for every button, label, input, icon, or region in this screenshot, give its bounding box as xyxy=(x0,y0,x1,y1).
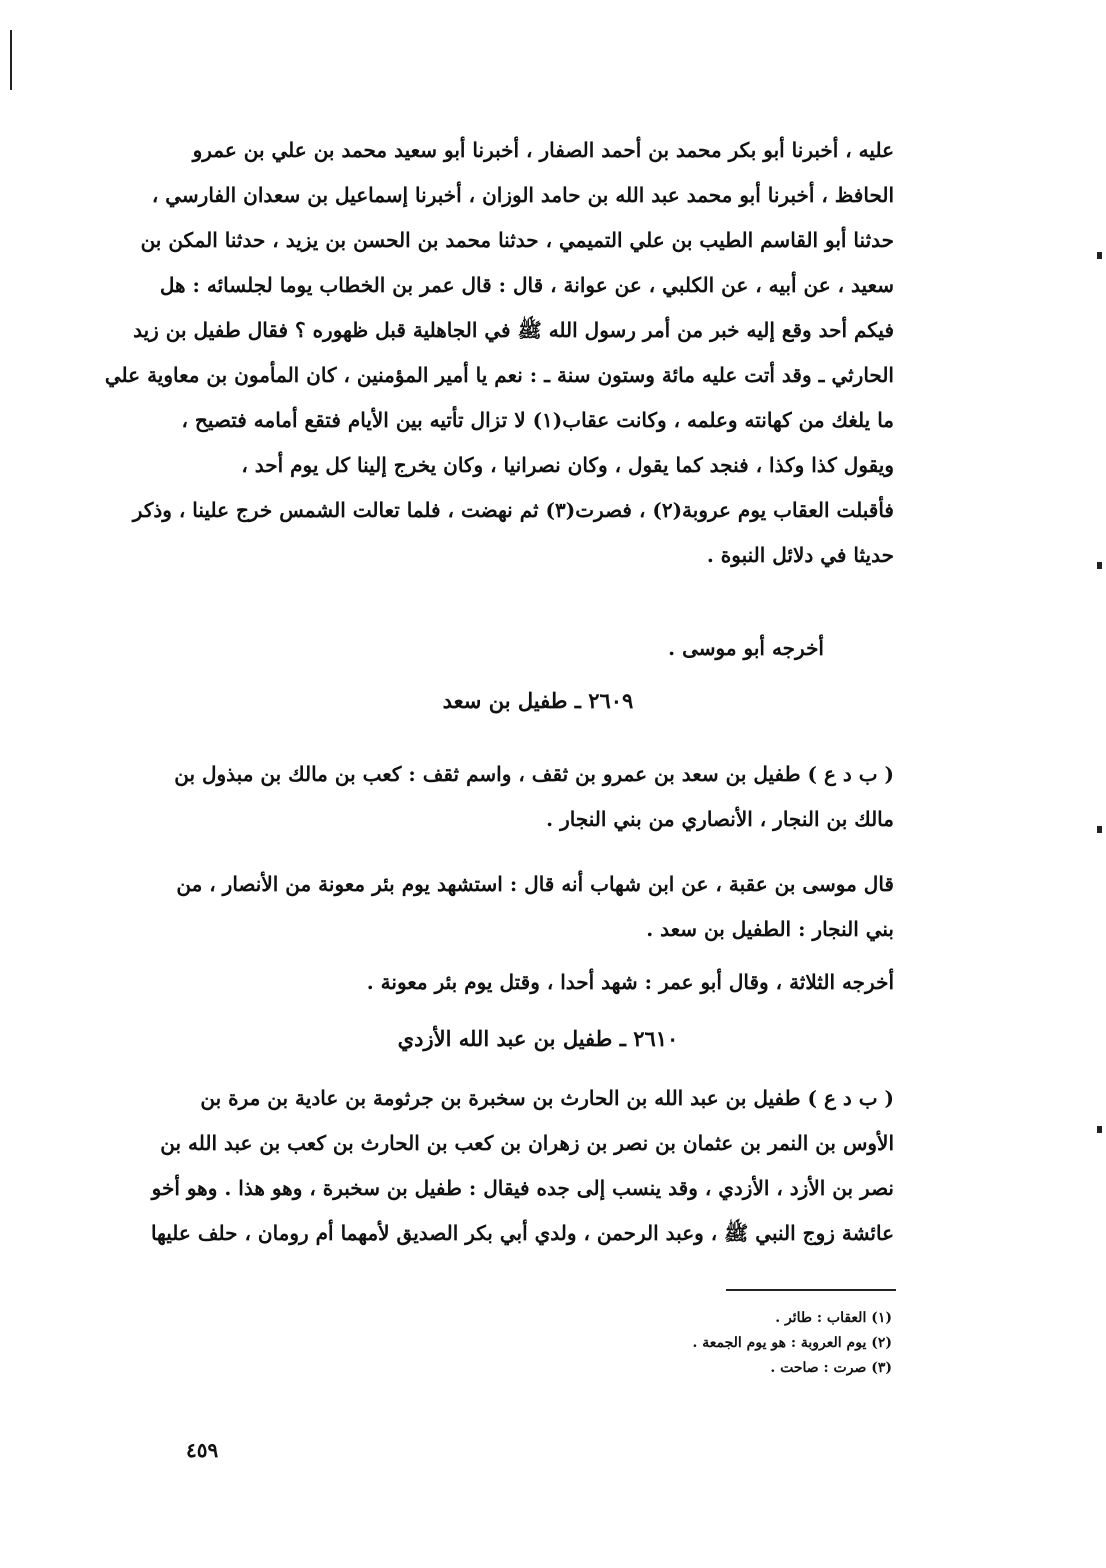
entry-2609-paragraph-1 xyxy=(174,752,894,842)
text-line: عليه ، أخبرنا أبو بكر محمد بن أحمد الصفار ، أخبرنا أبو سعيد محمد بن علي بن عمرو xyxy=(192,138,894,162)
right-edge-mark xyxy=(1097,826,1102,833)
right-edge-mark xyxy=(1097,252,1102,259)
right-edge-mark xyxy=(1097,1126,1102,1133)
text-line: عائشة زوج النبي ﷺ ، وعبد الرحمن ، ولدي أبي بكر الصديق لأمهما أم رومان ، حلف عليها xyxy=(150,1221,894,1245)
text-line: بني النجار : الطفيل بن سعد . xyxy=(646,917,894,941)
footnote-divider xyxy=(726,1289,896,1291)
text-line: حدثنا أبو القاسم الطيب بن علي التميمي ، حدثنا محمد بن الحسن بن يزيد ، حدثنا المكن بن xyxy=(140,228,894,252)
right-edge-mark xyxy=(1097,562,1102,569)
left-margin-mark xyxy=(10,30,12,90)
text-line: نصر بن الأزد ، الأزدي ، وقد ينسب إلى جده فيقال : طفيل بن سخبرة ، وهو هذا . وهو أخو xyxy=(151,1176,894,1200)
text-line: ما يلغك من كهانته وعلمه ، وكانت عقاب(١) لا تزال تأتيه بين الأيام فتقع أمامه فتصيح ، xyxy=(181,408,894,432)
attribution-line: أخرجه أبو موسى . xyxy=(668,636,824,660)
attribution-line: أخرجه الثلاثة ، وقال أبو عمر : شهد أحدا ، وقتل يوم بئر معونة . xyxy=(366,970,894,994)
text-line: الأوس بن النمر بن عثمان بن نصر بن زهران بن كعب بن الحارث بن كعب بن عبد الله بن xyxy=(160,1131,894,1155)
text-line: سعيد ، عن أبيه ، عن الكلبي ، عن عوانة ، قال : قال عمر بن الخطاب يوما لجلسائه : هل xyxy=(159,273,894,297)
entry-heading-2610: ٢٦١٠ ـ طفيل بن عبد الله الأزدي xyxy=(397,1026,679,1051)
footnote-item: (٢) يوم العروبة : هو يوم الجمعة . xyxy=(692,1335,892,1351)
text-line: ( ب د ع ) طفيل بن عبد الله بن الحارث بن سخبرة بن جرثومة بن عادية بن مرة بن xyxy=(200,1086,894,1110)
intro-paragraph xyxy=(104,128,894,578)
text-line: فأقبلت العقاب يوم عروبة(٢) ، فصرت(٣) ثم نهضت ، فلما تعالت الشمس خرج علينا ، وذكر xyxy=(132,498,894,522)
footnote-item: (١) العقاب : طائر . xyxy=(775,1310,892,1326)
text-line: مالك بن النجار ، الأنصاري من بني النجار . xyxy=(546,807,894,831)
text-line: قال موسى بن عقبة ، عن ابن شهاب أنه قال : استشهد يوم بئر معونة من الأنصار ، من xyxy=(176,872,894,896)
footnotes xyxy=(693,1306,893,1381)
text-line: فيكم أحد وقع إليه خبر من أمر رسول الله ﷺ في الجاهلية قبل ظهوره ؟ فقال طفيل بن زيد xyxy=(133,318,894,342)
footnote-item: (٣) صرت : صاحت . xyxy=(770,1360,892,1376)
text-line: حديثا في دلائل النبوة . xyxy=(706,543,894,567)
text-line: ويقول كذا وكذا ، فنجد كما يقول ، وكان نصرانيا ، وكان يخرج إلينا كل يوم أحد ، xyxy=(241,453,894,477)
entry-2609-paragraph-2 xyxy=(176,862,894,952)
text-line: ( ب د ع ) طفيل بن سعد بن عمرو بن ثقف ، واسم ثقف : كعب بن مالك بن مبذول بن xyxy=(174,762,894,786)
entry-heading-2609: ٢٦٠٩ ـ طفيل بن سعد xyxy=(442,688,634,713)
text-line: الحافظ ، أخبرنا أبو محمد عبد الله بن حامد الوزان ، أخبرنا إسماعيل بن سعدان الفارسي ، xyxy=(151,183,894,207)
entry-2610-paragraph-1 xyxy=(150,1076,894,1256)
page-number: ٤٥٩ xyxy=(186,1438,219,1462)
text-line: الحارثي ـ وقد أتت عليه مائة وستون سنة ـ : نعم يا أمير المؤمنين ، كان المأمون بن معاوية علي xyxy=(104,363,894,387)
